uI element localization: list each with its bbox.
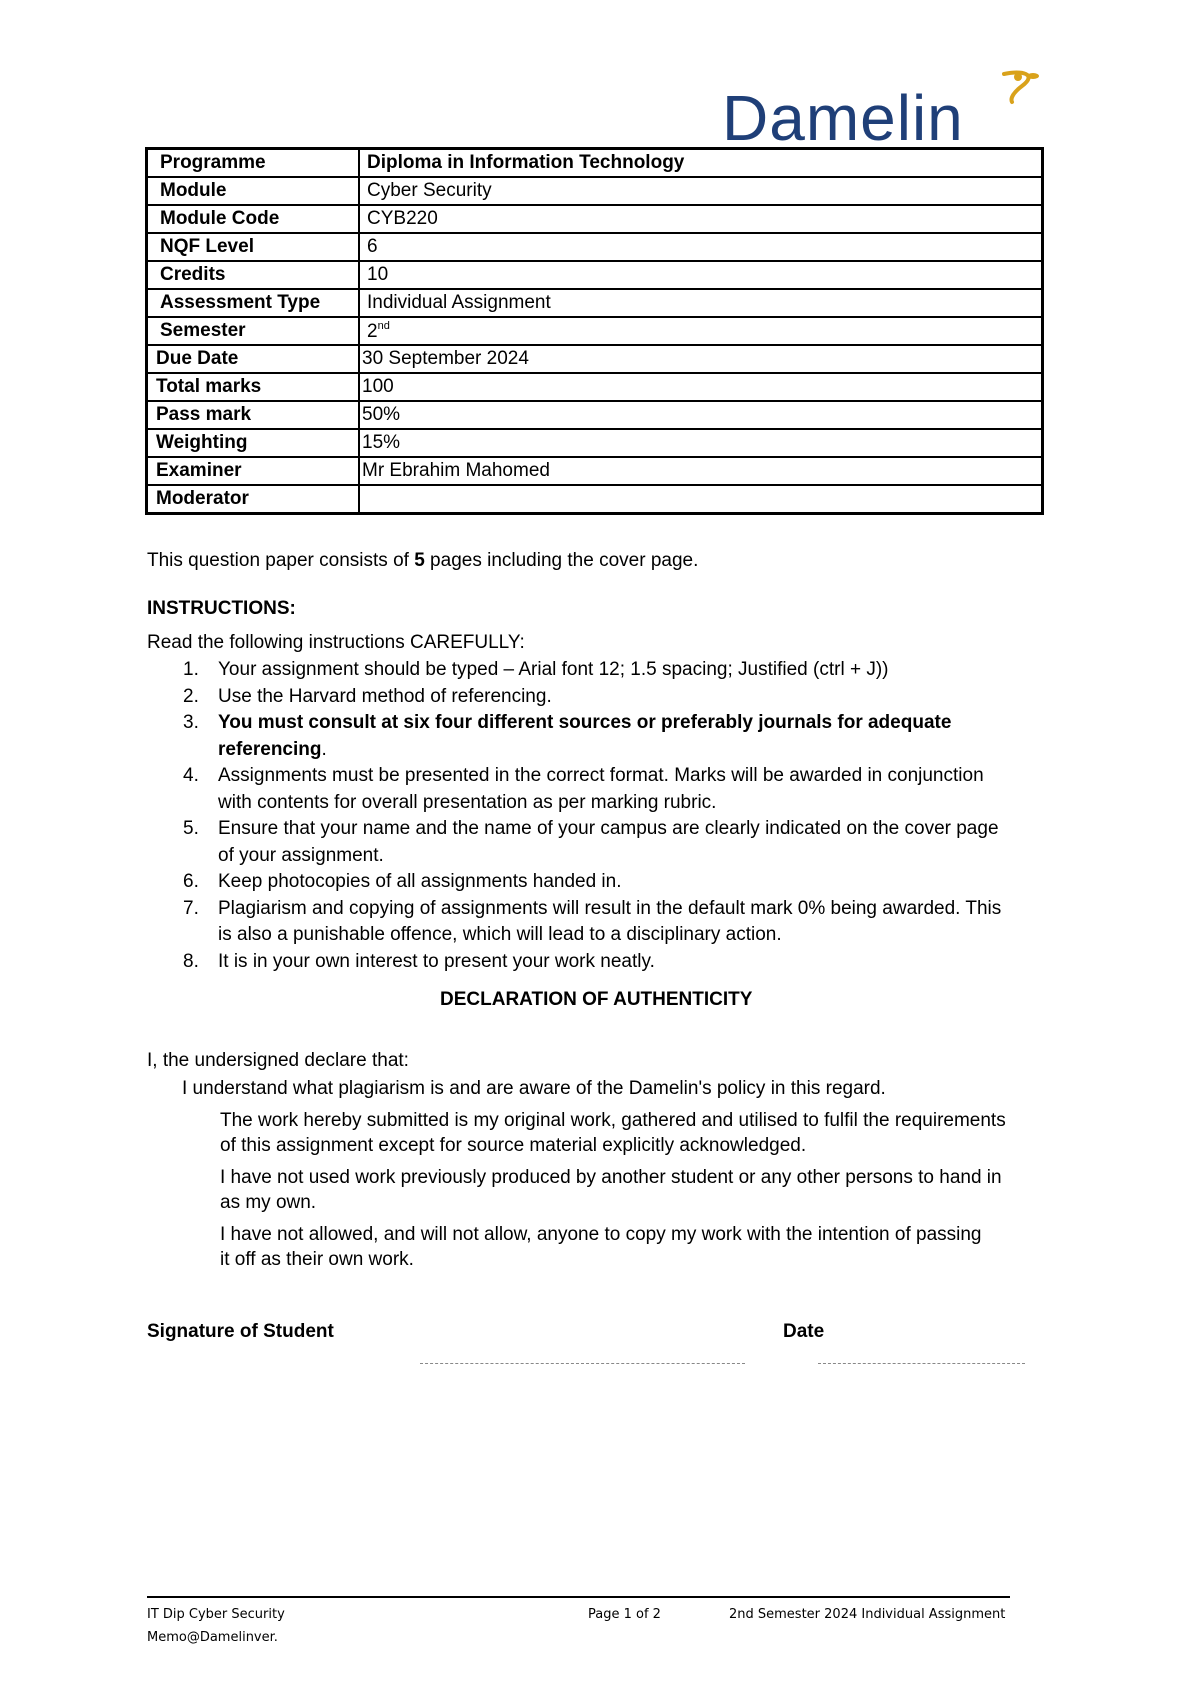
info-label: NQF Level [147, 233, 359, 261]
instructions-intro: Read the following instructions CAREFULLY: [147, 632, 525, 653]
info-row [147, 345, 1042, 373]
signature-line[interactable] [420, 1363, 745, 1364]
declaration-point-no-copying [220, 1222, 1070, 1272]
damelin-logo [722, 68, 1068, 156]
info-label: Assessment Type [147, 289, 359, 317]
declaration-intro: I, the undersigned declare that: [147, 1050, 409, 1071]
info-value [359, 401, 1042, 429]
instruction-line [218, 843, 1067, 870]
info-value [359, 317, 1042, 345]
info-row [147, 485, 1042, 513]
signature-label: Signature of Student [147, 1321, 334, 1342]
instruction-line [218, 816, 1067, 843]
instruction-line [218, 790, 1067, 817]
info-value-text: Cyber Security [367, 180, 492, 201]
footer-page-number: Page 1 of 2 [588, 1607, 661, 1622]
footer-course: IT Dip Cyber Security [147, 1607, 285, 1622]
declaration-line: of this assignment except for source material explicitly acknowledged. [220, 1135, 807, 1156]
instruction-text: Assignments must be presented in the correct format. Marks will be awarded in conjunction [218, 765, 984, 786]
instruction-item [147, 949, 1067, 976]
info-value-text: 10 [367, 264, 389, 285]
info-label: Weighting [147, 429, 359, 457]
instruction-line [218, 896, 1067, 923]
info-value [359, 485, 1042, 513]
declaration-point-original-work [220, 1108, 1070, 1158]
info-row [147, 401, 1042, 429]
info-value-text: 30 September 2024 [362, 348, 529, 369]
info-row [147, 457, 1042, 485]
instruction-line [218, 684, 1067, 711]
info-value [359, 457, 1042, 485]
info-value [359, 177, 1042, 205]
info-value-text: 2 [367, 320, 378, 342]
info-value-text: 15% [362, 432, 401, 453]
instruction-number: 4. [183, 765, 199, 786]
footer-memo: Memo@Damelinver. [147, 1630, 278, 1645]
info-label: Module Code [147, 205, 359, 233]
instruction-text: Your assignment should be typed – Arial font 12; 1.5 spacing; Justified (ctrl + J)) [218, 659, 889, 680]
info-row [147, 205, 1042, 233]
instruction-text: is also a punishable offence, which will lead to a disciplinary action. [218, 924, 782, 945]
instruction-line [218, 922, 1067, 949]
info-value [359, 205, 1042, 233]
info-value [359, 429, 1042, 457]
instruction-item [147, 816, 1067, 869]
instruction-text: You must consult at six four different sources or preferably journals for adequate [218, 712, 952, 733]
info-row [147, 233, 1042, 261]
info-label: Examiner [147, 457, 359, 485]
declaration-line: it off as their own work. [220, 1249, 414, 1270]
info-row [147, 261, 1042, 289]
declaration-point-no-previous-work [220, 1165, 1070, 1215]
instruction-number: 7. [183, 897, 199, 919]
info-label: Semester [147, 317, 359, 345]
info-label: Module [147, 177, 359, 205]
footer-divider [147, 1596, 1010, 1598]
info-value [359, 373, 1042, 401]
info-label: Total marks [147, 373, 359, 401]
info-row [147, 149, 1042, 177]
info-value-text: 6 [367, 236, 378, 257]
assessment-info-table [147, 149, 1042, 513]
info-row [147, 289, 1042, 317]
instruction-item [147, 896, 1067, 949]
instruction-line [218, 710, 1067, 737]
date-label: Date [783, 1321, 825, 1342]
info-value [359, 233, 1042, 261]
instruction-trailing-punctuation: . [321, 738, 327, 760]
instruction-number: 1. [183, 659, 199, 680]
declaration-line: as my own. [220, 1192, 317, 1213]
instruction-line [218, 763, 1067, 790]
paper-page-count-note: This question paper consists of 5 pages including the cover page. [147, 550, 699, 571]
info-label: Credits [147, 261, 359, 289]
info-label: Pass mark [147, 401, 359, 429]
instructions-list [147, 657, 1067, 975]
instruction-text: Ensure that your name and the name of your campus are clearly indicated on the cover page [218, 818, 999, 839]
info-value-text: 100 [362, 376, 394, 397]
instructions-heading: INSTRUCTIONS: [147, 598, 296, 619]
instruction-number: 2. [183, 685, 199, 707]
info-value-text: 50% [362, 404, 401, 425]
info-value-text: Individual Assignment [367, 292, 551, 313]
info-row [147, 177, 1042, 205]
declaration-line: I have not allowed, and will not allow, anyone to copy my work with the intention of passing [220, 1224, 982, 1245]
instruction-line [218, 657, 1067, 684]
info-value-text: CYB220 [367, 208, 438, 229]
instruction-number: 5. [183, 818, 199, 839]
info-value [359, 345, 1042, 373]
info-label: Moderator [147, 485, 359, 513]
declaration-heading: DECLARATION OF AUTHENTICITY [440, 989, 753, 1010]
instruction-text: of your assignment. [218, 844, 384, 866]
info-row [147, 373, 1042, 401]
instruction-number: 6. [183, 871, 199, 892]
logo-wordmark: Damelin [722, 82, 964, 154]
instruction-line [218, 949, 1067, 976]
instruction-item [147, 684, 1067, 711]
date-line[interactable] [818, 1363, 1025, 1364]
info-value-text: Diploma in Information Technology [367, 152, 685, 173]
info-row [147, 429, 1042, 457]
info-value [359, 289, 1042, 317]
instruction-item [147, 869, 1067, 896]
instruction-number: 8. [183, 950, 199, 972]
instruction-line [218, 869, 1067, 896]
instruction-item [147, 763, 1067, 816]
instruction-text: referencing [218, 738, 322, 760]
instruction-text: Keep photocopies of all assignments handed in. [218, 871, 622, 892]
instruction-item [147, 657, 1067, 684]
info-value-superscript: nd [377, 319, 390, 332]
footer-semester: 2nd Semester 2024 Individual Assignment [729, 1607, 1006, 1622]
instruction-text: with contents for overall presentation as per marking rubric. [218, 791, 717, 813]
info-row [147, 317, 1042, 345]
instruction-text: It is in your own interest to present your work neatly. [218, 950, 655, 972]
info-value [359, 149, 1042, 177]
instruction-line [218, 737, 1067, 764]
info-value [359, 261, 1042, 289]
info-label: Programme [147, 149, 359, 177]
info-value-text: Mr Ebrahim Mahomed [362, 460, 550, 481]
declaration-point-plagiarism: I understand what plagiarism is and are aware of the Damelin's policy in this regard. [182, 1078, 886, 1099]
declaration-line: I have not used work previously produced by another student or any other persons to hand in [220, 1167, 1002, 1188]
instruction-text: Use the Harvard method of referencing. [218, 685, 552, 707]
instruction-number: 3. [183, 712, 199, 733]
instruction-item [147, 710, 1067, 763]
info-label: Due Date [147, 345, 359, 373]
declaration-line: The work hereby submitted is my original work, gathered and utilised to fulfil the requirements [220, 1110, 1006, 1131]
instruction-text: Plagiarism and copying of assignments will result in the default mark 0% being awarded. This [218, 897, 1002, 919]
